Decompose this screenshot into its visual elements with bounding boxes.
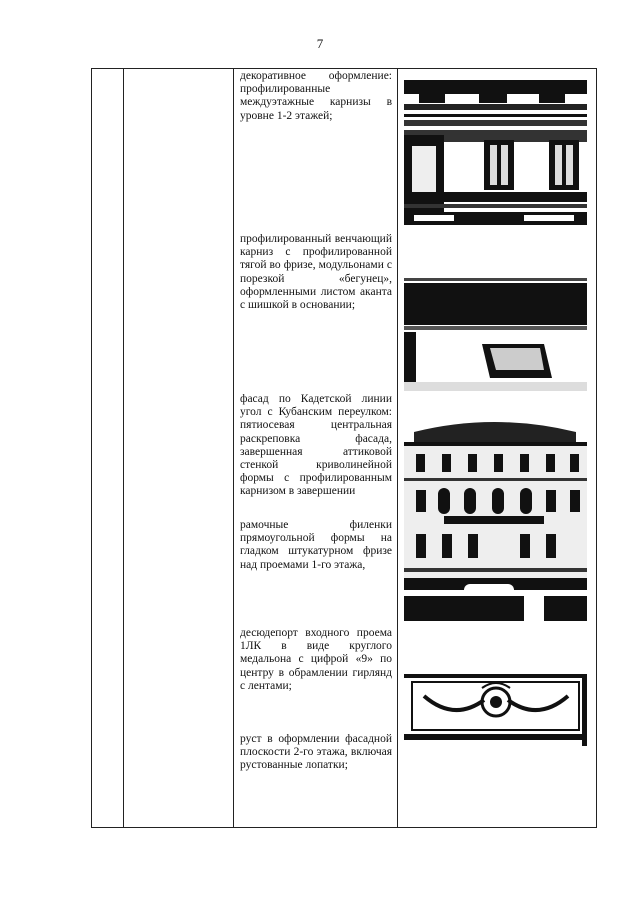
crowning-cornice-photo-icon xyxy=(404,274,587,391)
description-rustication: руст в оформлении фасадной плоскости 2-го этажа, включая рустованные лопатки; xyxy=(240,733,392,772)
page-number: 7 xyxy=(316,36,324,51)
column-divider xyxy=(123,69,124,827)
column-divider xyxy=(397,69,398,827)
medallion-overdoor-photo-icon xyxy=(404,664,587,746)
column-divider xyxy=(233,69,234,827)
facade-corner-photo-icon xyxy=(404,408,587,621)
description-cornices: декоративное оформление: профилированные междуэтажные карнизы в уровне 1-2 этажей; xyxy=(240,70,392,122)
facade-cornices-photo-icon xyxy=(404,80,587,225)
description-overdoor: десюдепорт входного проема 1ЛК в виде круглого медальона с цифрой «9» по центру в обрамлении гирлянд с лентами; xyxy=(240,627,392,692)
description-crowning-cornice: профилированный венчающий карниз с профилированной тягой во фризе, модульонами с порезкой «бегунец», оформленными листом аканта с шишкой в основании; xyxy=(240,233,392,312)
description-corner-facade: фасад по Кадетской линии угол с Кубанским переулком: пятиосевая центральная раскреповка фасада, завершенная аттиковой стенкой криволинейной формы с профилированным карнизом в завершении xyxy=(240,393,392,498)
description-panels: рамочные филенки прямоугольной формы на гладком штукатурном фризе над проемами 1-го этажа, xyxy=(240,519,392,571)
